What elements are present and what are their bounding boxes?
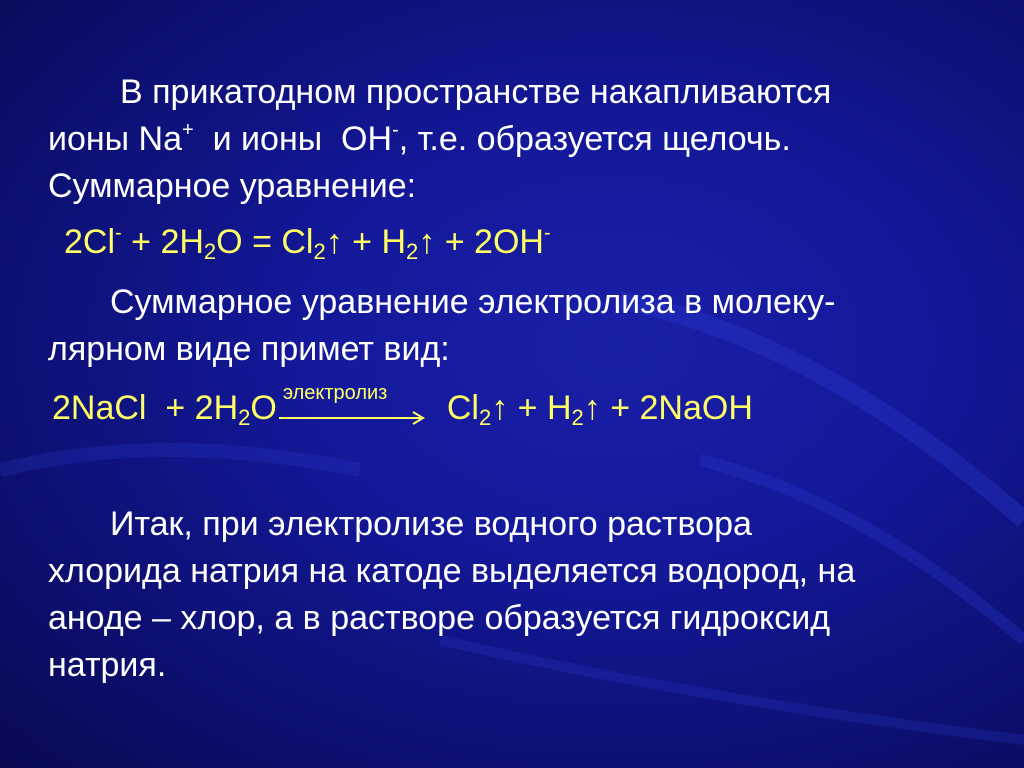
para1-line1: В прикатодном пространстве накапливаются (120, 73, 832, 111)
para3-line1: Итак, при электролизе водного раствора (110, 505, 752, 543)
para1-line2: ионы Na+ и ионы OH-, т.е. образуется щелочь. (48, 119, 791, 158)
arrow-label: электролиз (282, 382, 388, 404)
para3-line3: аноде – хлор, а в растворе образуется гидроксид (48, 599, 831, 637)
para1-line3: Суммарное уравнение: (48, 167, 417, 205)
right-arrow-icon (277, 396, 427, 426)
molecular-equation: 2NaCl + $2H_2O$ электролиз $Cl_2↑$ + $H_2↑$ + 2NaOH (52, 382, 753, 430)
para3-line4: натрия. (48, 646, 167, 684)
reaction-arrow (277, 382, 427, 428)
ionic-equation: $2Cl^- + 2H_2O$ = $Cl_2↑$ + $H_2↑ + 2OH^-$ (64, 222, 551, 264)
para3-line2: хлорида натрия на катоде выделяется водород, на (48, 552, 856, 590)
para2-line1: Суммарное уравнение электролиза в молеку- (110, 283, 836, 321)
para2-line2: лярном виде примет вид: (48, 330, 450, 368)
